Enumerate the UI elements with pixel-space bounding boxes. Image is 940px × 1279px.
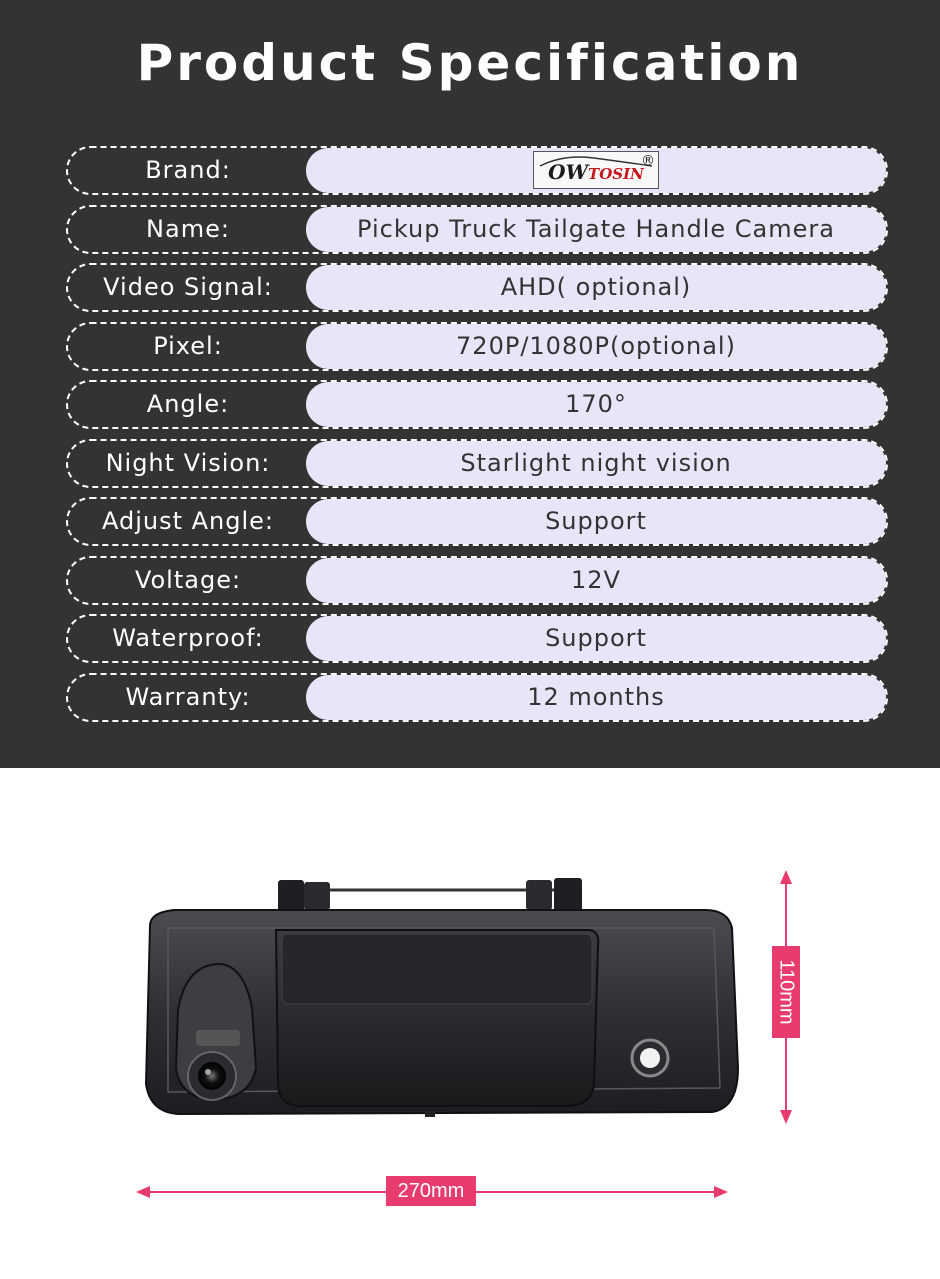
spec-row-brand: [66, 146, 888, 195]
spec-value: Pickup Truck Tailgate Handle Camera: [306, 207, 886, 252]
spec-row-name: [66, 205, 888, 254]
logo-swoosh-icon: [534, 154, 658, 168]
spec-label: Name:: [146, 214, 230, 243]
spec-label: Brand:: [145, 156, 231, 184]
spec-label: Angle:: [146, 390, 230, 418]
spec-value: 170°: [306, 382, 886, 427]
spec-label: Adjust Angle:: [101, 507, 275, 535]
spec-row-voltage: [66, 556, 888, 605]
brand-logo: [533, 151, 659, 189]
camera-housing: [176, 964, 256, 1100]
width-dimension-label: 270mm: [386, 1176, 476, 1206]
logo-text-rest: TOSIN: [588, 165, 644, 183]
spec-label: Warranty:: [125, 682, 251, 711]
spec-label: Voltage:: [134, 565, 242, 594]
spec-row-pixel: [66, 322, 888, 371]
logo-text-ow: OW: [548, 160, 589, 184]
spec-value-brand: [306, 148, 886, 193]
hinge-bracket: [278, 878, 582, 912]
spec-label: Night Vision:: [105, 448, 271, 477]
spec-value: 12 months: [306, 675, 886, 720]
spec-list: [66, 146, 888, 731]
spec-row-night-vision: [66, 439, 888, 488]
spec-row-adjust-angle: [66, 497, 888, 546]
registered-mark: ®: [641, 153, 655, 169]
spec-row-waterproof: [66, 614, 888, 663]
product-illustration: [0, 768, 940, 1275]
spec-value: AHD( optional): [306, 265, 886, 310]
spec-value: Support: [306, 616, 886, 661]
spec-row-warranty: [66, 673, 888, 722]
spec-value: 720P/1080P(optional): [306, 324, 886, 369]
spec-row-angle: [66, 380, 888, 429]
spec-row-video-signal: [66, 263, 888, 312]
camera-lens-icon: [198, 1062, 226, 1090]
page-title: Product Specification: [136, 34, 804, 92]
spec-label: Waterproof:: [112, 624, 264, 652]
spec-label: Pixel:: [153, 331, 223, 360]
spec-label: Video Signal:: [103, 273, 273, 301]
spec-value: Support: [306, 499, 886, 544]
spec-value: 12V: [306, 558, 886, 603]
spec-value: Starlight night vision: [306, 441, 886, 486]
height-dimension-label: 110mm: [772, 946, 800, 1038]
